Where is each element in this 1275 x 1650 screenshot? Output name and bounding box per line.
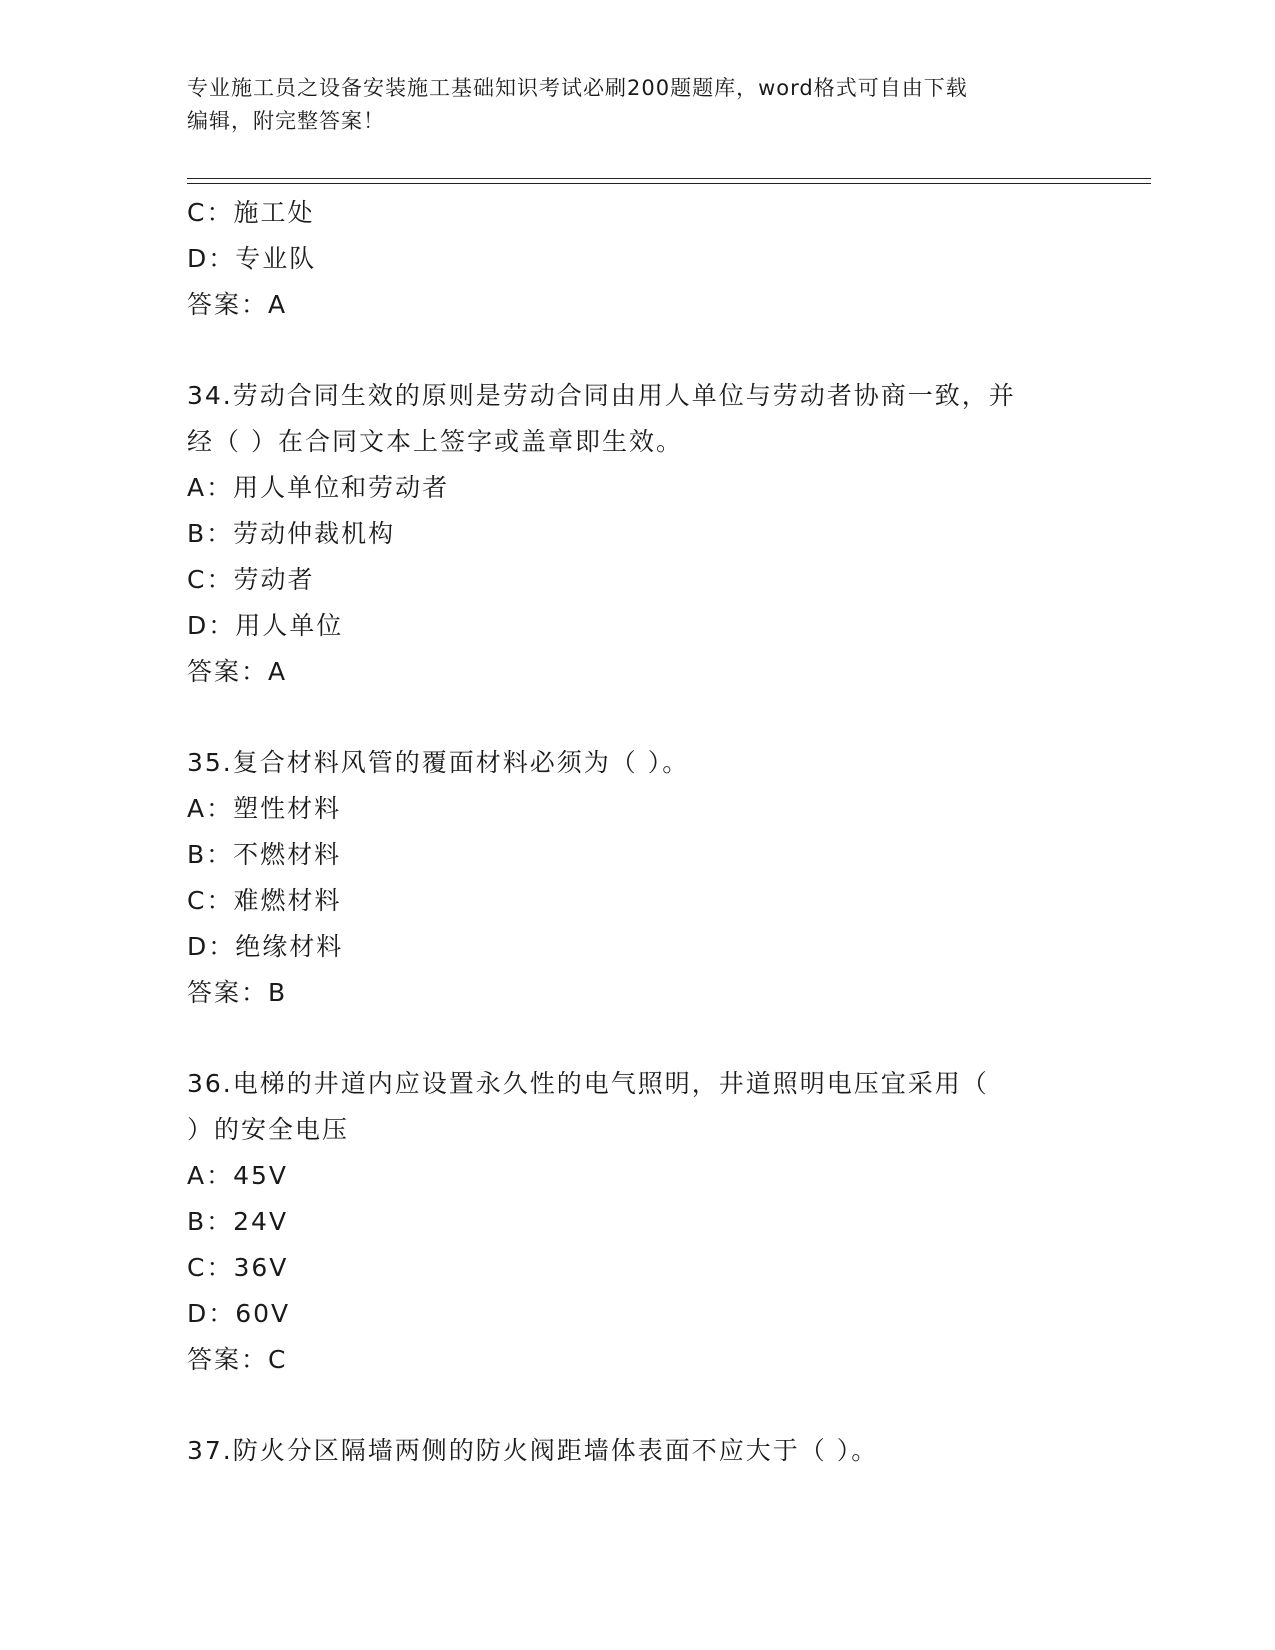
option-a: A：塑性材料 [187,794,342,823]
question-34 [187,373,1087,695]
header-title-line-1: 专业施工员之设备安装施工基础知识考试必刷200题题库，word格式可自由下载 [187,76,968,100]
option-d: D：绝缘材料 [187,932,344,961]
option-d: D：专业队 [187,244,317,273]
spacer [187,328,1087,373]
question-text: ）的安全电压 [187,1115,350,1144]
answer-label: 答案：B [187,978,288,1007]
option-d: D：60V [187,1299,291,1328]
spacer [187,695,1087,740]
option-c: C：劳动者 [187,565,315,594]
question-list [187,190,1087,1474]
question-35 [187,740,1087,1016]
question-text: 34.劳动合同生效的原则是劳动合同由用人单位与劳动者协商一致，并 [187,381,1016,410]
option-c: C：施工处 [187,198,315,227]
option-d: D：用人单位 [187,611,344,640]
answer-label: 答案：C [187,1345,288,1374]
question-33-continuation [187,190,1087,328]
option-b: B：不燃材料 [187,840,342,869]
header-title-line-2: 编辑，附完整答案！ [187,109,385,133]
question-36 [187,1061,1087,1383]
option-b: B：24V [187,1207,289,1236]
option-a: A：用人单位和劳动者 [187,473,450,502]
header-divider-bottom [187,183,1151,184]
question-text: 35.复合材料风管的覆面材料必须为（ ）。 [187,748,690,777]
header-divider-top [187,178,1151,179]
answer-label: 答案：A [187,657,288,686]
question-text: 36.电梯的井道内应设置永久性的电气照明，井道照明电压宜采用（ [187,1069,989,1098]
option-c: C：36V [187,1253,289,1282]
spacer [187,1383,1087,1428]
option-b: B：劳动仲裁机构 [187,519,396,548]
answer-label: 答案：A [187,290,288,319]
question-text: 37.防火分区隔墙两侧的防火阀距墙体表面不应大于（ ）。 [187,1436,879,1465]
document-header [187,72,1087,138]
question-text: 经（ ）在合同文本上签字或盖章即生效。 [187,427,683,456]
spacer [187,1016,1087,1061]
question-37 [187,1428,1087,1474]
option-a: A：45V [187,1161,289,1190]
option-c: C：难燃材料 [187,886,342,915]
